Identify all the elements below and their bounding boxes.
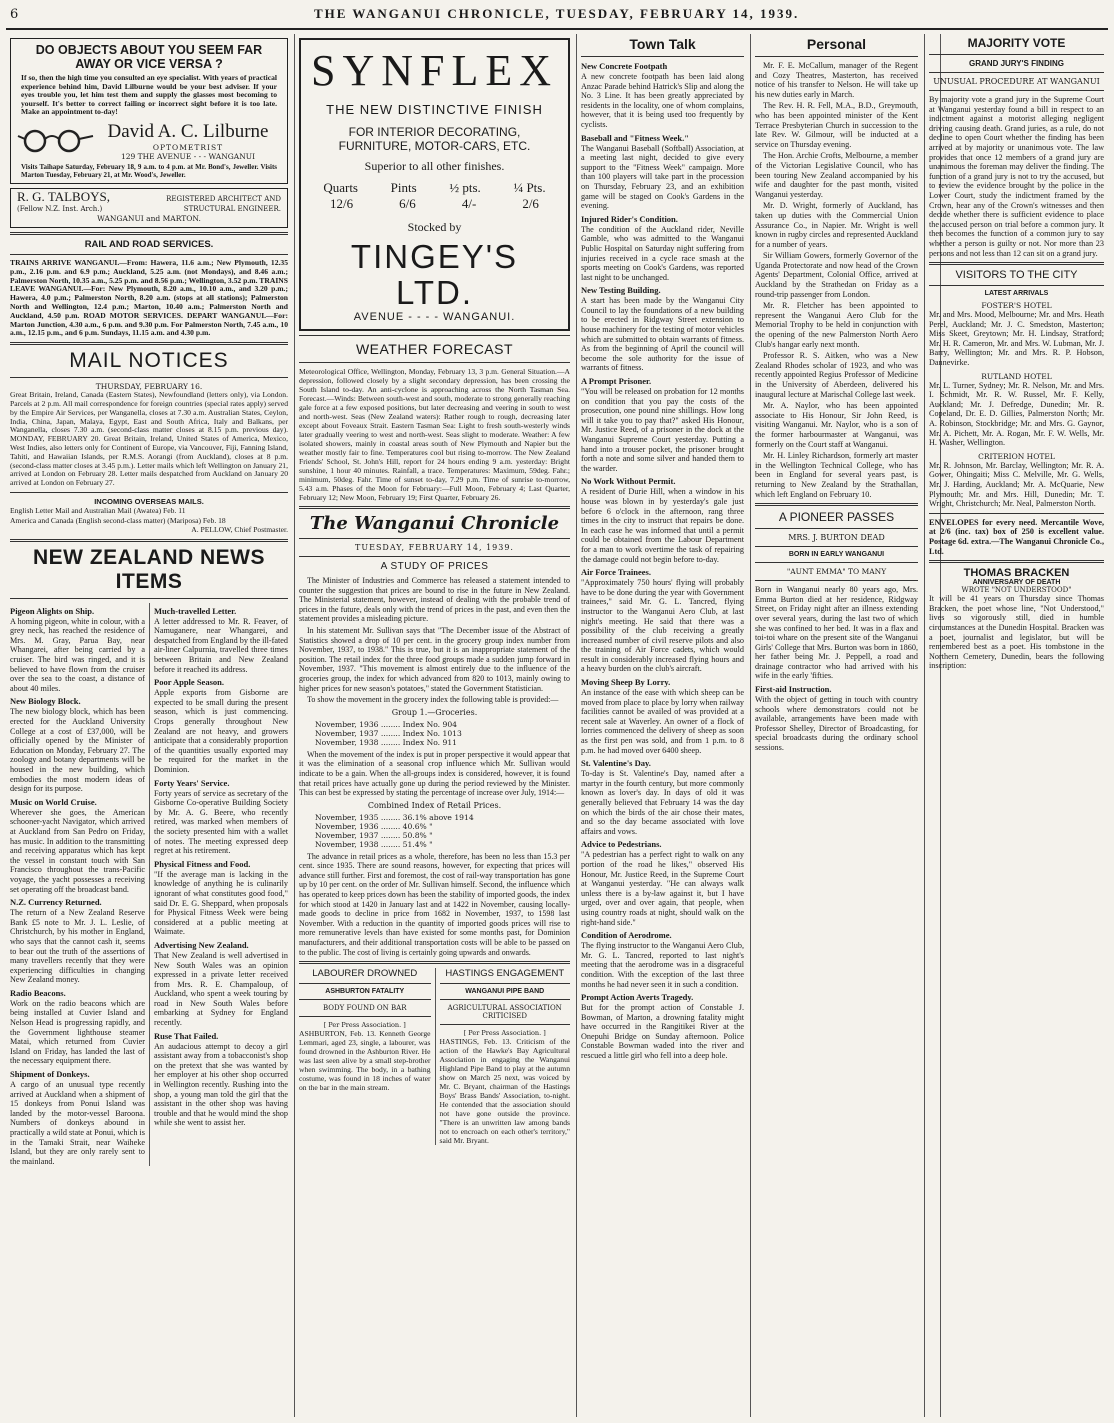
spectacles-icon [17, 128, 95, 154]
personal-item: The Hon. Archie Crofts, Melbourne, a member of the Victorian Legislative Council, who has been touring New Zealand accompanied by his wife and daughter for the past month, visited Wanganui yesterday. [755, 151, 918, 199]
synflex-claim: Superior to all other finishes. [364, 159, 505, 173]
town-talk-item-text: The Wanganui Baseball (Softball) Association, at a meeting last night, decided to give every support to the "Fitness Week" campaign. More than 100 players will take part in the procession on Thursday, February 23, and an exhibition game will be staged on Cook's Gardens in the evening. [581, 143, 744, 211]
synflex-prices [307, 196, 562, 212]
pioneer-sub3: "AUNT EMMA" TO MANY [786, 567, 887, 577]
architect-role2: STRUCTURAL ENGINEER. [183, 204, 281, 213]
labourer-sub: ASHBURTON FATALITY [325, 988, 405, 996]
editorial-paragraph: When the movement of the index is put in proper perspective it would appear that it was the elimination of a seasonal crop influence which Mr. Sullivan would indicate to be a gain. When the all-groups index is considered, however, it is found that retail prices have actually gone up during the period reviewed by the Minister. This can best be expressed by stating the percentage of increase over July, 1914:— [299, 749, 570, 798]
bottom-stories [295, 968, 574, 1145]
mail-date: THURSDAY, FEBRUARY 16. [95, 382, 203, 392]
combined-row: November, 1935 ........ 36.1% above 1914 [315, 812, 474, 822]
news-head: Shipment of Donkeys. [10, 1069, 90, 1080]
synflex-sizes [307, 180, 562, 196]
labourer-heading: LABOURER DROWNED [312, 968, 418, 980]
masthead-title: THE WANGANUI CHRONICLE, TUESDAY, FEBRUARY 14, 1939. [313, 6, 800, 21]
news-head: New Biology Block. [10, 696, 81, 707]
town-talk-item-text: "You will be released on probation for 12 months on condition that you pay the costs of the prosecution, one pound nine shillings. How long will it take you to pay that?" asked His Honour, Mr. Justice Reed, of a prisoner in the dock at the Wanganui Supreme Court yesterday. Putting a hand into a trouser pocket, the prisoner brought forth a note and some silver and handed them to the warder. [581, 387, 744, 473]
newspaper-page [6, 6, 1108, 1417]
hotel3-name: CRITERION HOTEL [978, 451, 1055, 461]
town-talk-item-head: New Concrete Footpath [581, 61, 668, 71]
bracken-sub2: WROTE "NOT UNDERSTOOD" [961, 586, 1072, 595]
nz-news-left [6, 603, 149, 1167]
size-label: ½ pts. [449, 180, 481, 195]
column-1 [6, 34, 292, 1417]
architect-ad [10, 188, 288, 228]
pioneer-body: Born in Wanganui nearly 80 years ago, Mrs. Emma Burton died at her residence, Ridgway Street, on Friday night after an illness extending over several years, during the last two of which she was confined to her bed. It was in a flax and toi-toi whare on the present site of the Wanganui Girls' College that Mrs. Burton was born in 1860, her father being Mr. J. Peppell, a road and drainage contractor who had arrived with his wife in the early 'fifties. [755, 585, 918, 681]
price-label: 2/6 [522, 196, 539, 211]
labourer-body: ASHBURTON, Feb. 13. Kenneth George Lemmari, aged 23, single, a labourer, was found drowned in the Ashburton River. He was last seen alive by a small step-brother when swimming. The body, in a bathing costume, was found in 18 inches of water on the bar in the main stream. [299, 1029, 431, 1093]
town-talk-item-head: Prompt Action Averts Tragedy. [581, 992, 694, 1003]
editorial-paragraph: The advance in retail prices as a whole, therefore, has been no less than 15.3 per cent. since 1935. There are sound reasons, however, for expecting that prices will advance still further. First and foremost, the cost of rail-way transportation has gone up by 10 per cent. on the order of Mr. Sullivan himself. Second, the influence which has operated to keep prices down has been the stability of imported goods, the index for which stood at 1420 in January last and at 1422 in November, causing locally-made goods to decline in price from 1682 in November, 1937, to 1598 last November. With a reduction in the quantity of imported goods prices will rise to more remunerative levels than have existed for some months past, for Dominion manufacturers, and their additional transportation costs will be able to be passed on to the public. The cost of living is certainly going upwards and onwards. [299, 851, 570, 957]
editorial-heading: A STUDY OF PRICES [380, 561, 489, 572]
synflex-use: FOR INTERIOR DECORATING, FURNITURE, MOTOR-CARS, ETC. [338, 125, 531, 153]
news-head: Poor Apple Season. [154, 677, 224, 688]
news-text: A homing pigeon, white in colour, with a grey neck, has reached the residence of Mrs. M. Gray, Parua Bay, near Whangarei, after being carried by a cruiser. The bird was ringed, and it is believed to have flown from the cruiser over the sea to the coast, a distance of about 40 miles. [10, 616, 145, 693]
bracken-section [925, 560, 1108, 671]
synflex-tagline: THE NEW DISTINCTIVE FINISH [326, 102, 543, 117]
news-text: Apple exports from Gisborne are expected to be small during the present season, which is just commencing. Crops generally throughout New Zealand are not heavy, and growers anticipate that a considerably proportion of the quantities usually exported may be required for the market in the Dominion. [154, 688, 288, 774]
hotel2-name: RUTLAND HOTEL [981, 371, 1052, 381]
town-talk-list [577, 61, 748, 1061]
town-talk-item-head: Air Force Trainees. [581, 567, 651, 578]
architect-towns: WANGANUI and MARTON. [97, 213, 201, 223]
stockist-address: AVENUE - - - - WANGANUI. [353, 311, 516, 323]
town-talk-item-text: The condition of the Auckland rider, Neville Gamble, who was admitted to the Wanganui Public Hospital on Saturday night suffering from injuries received in a cycle race smash at the sports meeting on Cook's Gardens, was reported last night to be unchanged. [581, 224, 744, 282]
town-talk-item-head: St. Valentine's Day. [581, 758, 651, 769]
personal-item: The Rev. H. R. Fell, M.A., B.D., Greymouth, who has been appointed minister of the Kent Terrace Presbyterian Church in succession to the late Rev. W. Gilmour, will be inducted at a service on Thursday evening. [755, 101, 918, 149]
hotel1-text: Mr. and Mrs. Mood, Melbourne; Mr. and Mrs. Heath Perel, Auckland; Mr. J. C. Smedston, Masterton; Miss Skeet, Greytown; Mr. H. Lindsay, Stratford; Mr. H. R. Cameron, Mr. and Mrs. W. Lubman, Mr. J. Barry, Wellington; Mr. and Mrs. R. P. Hobson, Dannevirke. [929, 310, 1104, 368]
town-talk-item-head: Baseball and "Fitness Week." [581, 132, 689, 143]
column-3 [576, 34, 748, 1417]
personal-item: Mr. H. Linley Richardson, formerly art master in the Wellington Technical College, who has been in England for several years past, is returning to New Zealand by the Strathallan, which left England on February 10. [755, 451, 918, 499]
news-text: Forty years of service as secretary of the Gisborne Co-operative Building Society by Mr. A. G. Beere, who recently retired, was marked when members of the society presented him with a wallet of notes. The meeting expressed deep regret at his retirement. [154, 788, 288, 856]
news-head: N.Z. Currency Returned. [10, 897, 102, 908]
masthead [6, 6, 1108, 30]
town-talk-item-text: "Approximately 750 hours' flying will probably have to be done during the year with Government trainees," said Mr. G. L. Tancred, flying instructor to the Wanganui Aero Club, at last night's meeting. He said that there was a possibility of the club receiving a greatly increased number of civil reserve pilots and also the training of Air Force cadets, which would result in considerably increased flying hours and a heavy burden on the club's aircraft. [581, 578, 744, 674]
hastings-story [435, 968, 575, 1145]
stockist-name: TINGEY'S LTD. [350, 238, 519, 311]
hastings-heading: HASTINGS ENGAGEMENT [445, 968, 565, 980]
town-talk-item-head: Condition of Aerodrome. [581, 930, 672, 941]
visitors-heading: VISITORS TO THE CITY [955, 269, 1078, 282]
first-aid-head: First-aid Instruction. [755, 684, 832, 695]
paper-name: The Wanganui Chronicle [309, 513, 560, 534]
news-head: Ruse That Failed. [154, 1030, 219, 1041]
rail-heading: RAIL AND ROAD SERVICES. [84, 238, 214, 250]
optometrist-name: David A. C. Lilburne [107, 120, 269, 142]
architect-credential: (Fellow N.Z. Inst. Arch.) [17, 204, 103, 213]
pioneer-heading: A PIONEER PASSES [778, 510, 895, 525]
town-talk-item-text: A start has been made by the Wanganui City Council to lay the foundations of a new building to be erected in Ridgway Street extension to house machinery for the testing of motor vehicles which are submitted to obtain warrants of fitness. As from the beginning of April the council will become the sole authority for the issue of warrants of fitness. [581, 296, 744, 373]
news-text: "If the average man is lacking in the knowledge of anything he is culinarily ignorant of what constitutes good food," said Dr. E. G. Sheppard, when proposals for Physical Fitness Week were being considered at a public meeting at Waimate. [154, 869, 288, 937]
mail-body: Great Britain, Ireland, Canada (Eastern States), Newfoundland (letters only), via London. Parcels at 2 p.m. All mail correspondence for foreign countries (special rates apply) served by the Empire Air Services, per Wanganella, closes at 7.30 a.m. Australian States, Ceylon, India, China, Japan, Malaya, Egypt, East and South Africa, Italy and Balkans, per Wanganella, closes 7.30 a.m. (second-class matter closes at 8.15 p.m. previous day). MONDAY, FEBRUARY 20. Great Britain, Ireland, United States of America, Mexico, West Indies, also letters only for Continent of Europe, via Vancouver, Fiji, Fanning Island, Tahiti, and Hawaiian Islands, per R.M.S. Aorangi (from Auckland), closes at 8 p.m. (second-class matter closes at 3.45 p.m.). Letter mails which left Wellington on January 21, arrived at London on February 28. Letter mails despatched from Auckland on January 20 arrived at London on February 27. [10, 390, 288, 488]
group-row: November, 1938 ........ Index No. 911 [315, 737, 457, 747]
news-text: A letter addressed to Mr. R. Feaver, of Namuganere, near Whangarei, and despatched from England by the ill-fated air-liner Calpurnia, travelled three times between Britain and New Zealand before it reached its address. [154, 616, 288, 674]
editorial-text [295, 576, 574, 705]
news-text: A cargo of an unusual type recently arrived at Auckland when a shipment of 15 donkeys from Ponui Island was landed by the motor-vessel Baroona. Numbers of donkeys abound in practically a wild state at Ponui, which is in the Tamaki Strait, near Waiheke Island, but they are only rarely sent to the mainland. [10, 1080, 145, 1166]
group-row: November, 1937 ........ Index No. 1013 [315, 728, 462, 738]
news-head: Pigeon Alights on Ship. [10, 605, 95, 616]
optometrist-address: 129 THE AVENUE - - - WANGANUI [120, 151, 256, 161]
incoming-2: America and Canada (English second-class matter) (Mariposa) Feb. 18 [10, 515, 226, 525]
bracken-sub: ANNIVERSARY OF DEATH [972, 579, 1061, 587]
town-talk-heading: Town Talk [629, 36, 696, 52]
bracken-heading: THOMAS BRACKEN [963, 567, 1070, 580]
news-text: The return of a New Zealand Reserve Bank £5 note to Mr. J. L. Leslie, of Christchurch, by his mother in England, who says that the cannot cash it, seems to bear out the truth of the assertions of many travellers recently that they were experiencing difficulties in changing New Zealand money. [10, 908, 145, 985]
editorial-paragraph: In his statement Mr. Sullivan says that "The December issue of the Abstract of Statistics showed a drop of 10 per cent. in the grocery group index number from November, 1937, to 1938." This is true, but it is an inappropriate statement of the position. The retail index for the three food groups made a sudden jump forward in November, 1937. "This movement is almost entirely due to the influence of the groceries group, the index for which advanced from 820 to 1013, mainly owing to higher prices for new season's potatoes," stated the Government Statistician. [299, 625, 570, 693]
town-talk-item-text: A new concrete footpath has been laid along Anzac Parade behind Hatrick's Slip and along the No. 3 Line. It has been greatly appreciated by residents in the locality, one of whom complains, however, that it is being used too frequently by cyclists. [581, 72, 744, 129]
price-label: 6/6 [399, 196, 416, 211]
combined-row: November, 1936 ........ 40.6% " [315, 821, 433, 831]
news-head: Physical Fitness and Food. [154, 858, 251, 869]
nz-news-columns [6, 603, 292, 1167]
personal-item: Mr. F. E. McCallum, manager of the Regent and Cozy Theatres, Masterton, has received notice of his transfer to Nelson. He will take up his new duties early in March. [755, 61, 918, 99]
majority-heading: MAJORITY VOTE [967, 36, 1066, 50]
news-head: Radio Beacons. [10, 987, 66, 998]
news-text: An audacious attempt to decoy a girl assistant away from a tobacconist's shop on the pretext that she was wanted by her employer at his other shop occurred in Wellington recently. Rushing into the shop, a young man told the girl that the assistant in the other shop was having trouble and that he would mind the shop while she went to assist her. [154, 1041, 288, 1128]
size-label: Pints [390, 180, 417, 195]
hastings-assoc: [ Per Press Association. ] [463, 1029, 546, 1038]
hotel1-name: FOSTER'S HOTEL [981, 301, 1052, 311]
nz-news-right [149, 603, 292, 1167]
news-text: Work on the radio beacons which are being installed at Cuvier Island and Nelson Head is progressing rapidly, and the Government lighthouse steamer Matai, which returned from Cuvier Island on Friday, has landed the last of the necessary equipment there. [10, 998, 145, 1066]
news-text: Wherever she goes, the American schooner-yacht Navigator, which arrived at Auckland from San Pedro on Friday, has music. In addition to the transmitting and receiving apparatus which has kept the vessel in constant touch with San Francisco throughout the trans-Pacific voyage, the yacht possesses a receiving set operating off the broadcast band. [10, 807, 145, 894]
first-aid-text: With the object of getting in touch with country schools where demonstrators could not be available, arrangements have been made with Professor Shelley, Director of Broadcasting, for special broadcasts during the ordinary school sessions. [755, 695, 918, 753]
personal-item: Professor R. S. Aitken, who was a New Zealand Rhodes scholar of 1923, and who was recently appointed Regius Professor of Medicine in the University of Aberdeen, delivered his inaugural lecture at Marischal College last week. [755, 351, 918, 399]
rail-body: TRAINS ARRIVE WANGANUI.—From: Hawera, 11.6 a.m.; New Plymouth, 12.35 p.m., 2.16 p.m. and 6.9 p.m.; Auckland, 5.25 a.m. (not Mondays), and 8.46 a.m.; Palmerston North, 10.35 a.m., 5.25 p.m. and 8.56 p.m.; Wellington, 3.52 p.m. TRAINS LEAVE WANGANUI.—For: New Plymouth, 8.20 a.m., 10.10 a.m., and 3.20 p.m.; Hawera, 4.0 p.m.; Palmerston North, 8.20 a.m. (stops at all stations); Palmerston North and Wellington, 12.4 p.m.; Marton, 10.40 a.m.; Palmerston North and Auckland, 4.50 p.m. ROAD MOTOR SERVICES. DEPART WANGANUI.—For: Marton Junction, 4.30 a.m., 6 p.m. and 9.30 p.m. For Palmerston North, 7.45 a.m., 10 a.m., 12.15 p.m., and 6 p.m. Sundays, 11.15 a.m. and 4.30 p.m. [10, 257, 288, 338]
town-talk-item-head: New Testing Building. [581, 285, 661, 296]
weather-heading: WEATHER FORECAST [355, 341, 514, 357]
hastings-body: HASTINGS, Feb. 13. Criticism of the action of the Hawke's Bay Agricultural Association in engaging the Wanganui Highland Pipe Band to play at the autumn show on March 25 next, was voiced by Mr. C. Bryant, chairman of the Hastings Boys' Brass Bands' Association, to-night. He contended that the association should not have gone outside the province. "There is an unwritten law among bands not to encroach on each other's territory," said Mr. Bryant. [439, 1037, 570, 1146]
personal-heading: Personal [806, 36, 867, 52]
news-text: The new biology block, which has been erected for the Auckland University College at a cost of £37,000, will be officially opened by the Minister of Education on Monday, February 27. The zoology and botany departments will be housed in the new building, which embodies the most modern ideas of design for its purpose. [10, 707, 145, 794]
town-talk-item-head: Moving Sheep By Lorry. [581, 677, 671, 688]
group-heading: Group 1.—Groceries. [391, 707, 478, 717]
town-talk-item-head: Advice to Pedestrians. [581, 839, 662, 850]
personal-list [751, 61, 922, 499]
hotel2-text: Mr. L. Turner, Sydney; Mr. R. Nelson, Mr. and Mrs. I. Schmidt, Mr. R. W. Russel, Mr. F. Kelly, Auckland; Mr. J. Defredge, Dunedin; Mr. R. Copeland, Dr. E. D. Gillies, Palmerston North; Mr. A. Robinson, Stockbridge; Mr. and Mrs. G. Gaynor, Mr. A. Pichett, Mr. A. Rogan, Mr. F. W. Wells, Mr. H. Washer, Wellington. [929, 380, 1104, 448]
personal-item: Mr. A. Naylor, who has been appointed associate to His Honour, Sir John Reed, is visiting Wanganui. Mr. Naylor, who is a son of the former harbourmaster at Wanganui, was formerly on the Court staff at Wanganui. [755, 401, 918, 449]
page-number: 6 [10, 7, 20, 22]
town-talk-item-text: "A pedestrian has a perfect right to walk on any portion of the road he likes," observed His Honour, Mr. Justice Reed, in the Supreme Court at Wanganui yesterday. "He can always walk unless there is a by-law against it, but I have urged, over and over again, that people, when using country roads at night, should walk on the right-hand side." [581, 850, 744, 927]
majority-body: By majority vote a grand jury in the Supreme Court at Wanganui yesterday found a bill in respect to an indictment against a motorist alleging negligent driving causing death. Grand juries, as a rule, do not decline to open Court whether the finding has been arrived at by majority or unanimous vote. The law provides that once 12 members of a grand jury are unanimous the foreman may deliver the finding. The function of a grand jury is not to try the accused, but to review the evidence brought by the police in the Lower Court, study the indictment framed by the Crown, hear any of the Crown's witnesses and then decide whether there is sufficient evidence to place the accused person on trial before a common jury. It then becomes the function of a common jury to say whether a person is guilty or not. Nor more than 23 persons and not less than 12 can sit on a grand jury. [929, 95, 1104, 258]
personal-item: Mr. R. Fletcher has been appointed to represent the Wanganui Aero Club for the Memorial Trophy to be held in conjunction with the opening of the new Palmerston North Aero Club's hangar early next month. [755, 301, 918, 349]
column-2 [294, 34, 574, 1417]
incoming-1: English Letter Mail and Australian Mail (Awatea) Feb. 11 [10, 505, 186, 515]
group-table [295, 720, 574, 747]
editorial-paragraph: To show the movement in the grocery index the following table is provided:— [307, 695, 559, 705]
synflex-stocked: Stocked by [407, 220, 462, 234]
mail-signature: A. PELLOW, Chief Postmaster. [191, 525, 288, 535]
column-4 [750, 34, 922, 1417]
optometrist-visits: Visits Taihape Saturday, February 18, 9 a.m. to 4 p.m. at Mr. Bond's, Jeweller. Visits Marton Tuesday, February 21, at Mr. Wood's, Jeweller. [21, 162, 277, 179]
personal-item: Mr. D. Wright, formerly of Auckland, has taken up duties with the Commercial Union Assurance Co., in Napier. Mr. Wright is well known in rugby circles and represented Auckland for a number of years. [755, 201, 918, 249]
labourer-story [295, 968, 435, 1145]
size-label: Quarts [323, 180, 358, 195]
news-head: Advertising New Zealand. [154, 939, 249, 950]
town-talk-item-text: The flying instructor to the Wanganui Aero Club, Mr. G. L. Tancred, reported to last night's meeting that the aerodrome was in a disgraceful condition. With the exception of the last three months he had never seen it in such a condition. [581, 941, 744, 989]
pioneer-sub: MRS. J. BURTON DEAD [788, 533, 885, 543]
price-label: 4/- [461, 196, 477, 211]
optometrist-body: If so, then the high time you consulted an eye specialist. With years of practical experience behind him, David Lilburne would be your best adviser. If your eyes trouble you, let him test them and supply the glasses most becoming to yourself. It's better to correct failing or incorrect sight before it is too late. Make an appointment to-day! [21, 73, 277, 117]
combined-row: November, 1938 ........ 51.4% " [315, 839, 433, 849]
synflex-brand: SYNFLEX [310, 46, 559, 95]
labourer-sub2: BODY FOUND ON BAR [323, 1004, 407, 1013]
envelopes-ad: ENVELOPES for every need. Mercantile Wove, at 2/6 (inc. tax) box of 250 is excellent value. Postage 6d. extra.—The Wanganui Chronicle Co., Ltd. [929, 517, 1104, 556]
news-head: Music on World Cruise. [10, 796, 97, 807]
majority-sub: GRAND JURY'S FINDING [969, 59, 1064, 68]
news-head: Much-travelled Letter. [154, 605, 237, 616]
combined-heading: Combined Index of Retail Prices. [367, 800, 502, 810]
incoming-heading: INCOMING OVERSEAS MAILS. [94, 496, 204, 506]
optometrist-ad [10, 38, 288, 184]
town-talk-item-text: But for the prompt action of Constable J. Bowman, of Marton, a drowning fatality might have occurred in the Rangitikei River at the Onepuhi Bridge on Sunday afternoon. Police Constable Bowman waded into the river and rescued a little girl who fell into a deep hole. [581, 1003, 744, 1061]
size-label: ¼ Pts. [513, 180, 546, 195]
town-talk-item-text: An instance of the ease with which sheep can be moved from place to place by lorry when railway facilities cannot be availed of was provided at a recent sale at Waverley. An owner of a flock of lorries commenced the delivery of sheep as soon as the first pen was sold, and from 1 p.m. to 8 p.m. he had moved over 6400 sheep. [581, 688, 744, 755]
architect-name: R. G. TALBOYS, [17, 188, 110, 204]
labourer-assoc: [ Per Press Association. ] [323, 1021, 406, 1030]
hotel3-text: Mr. R. Johnson, Mr. Barclay, Wellington; Mr. R. A. Gower, Ohingaiti; Miss C. Melville, Mr. G. Wells, Mr. J. Harding, Auckland; Mr. A. McQuarie, New Plymouth; Mr. and Mrs. Hill, Dunedin; Mr. T. Wright, Christchurch; Mr. Neal, Palmerston North. [929, 460, 1104, 509]
optometrist-headline: DO OBJECTS ABOUT YOU SEEM FAR AWAY OR VICE VERSA ? [35, 43, 263, 71]
combined-table [295, 813, 574, 849]
majority-sub2: UNUSUAL PROCEDURE AT WANGANUI [933, 77, 1100, 86]
visitors-sub: LATEST ARRIVALS [984, 290, 1049, 298]
town-talk-item-text: To-day is St. Valentine's Day, named after a martyr in the fourth century, but more commonly known as lover's day. In days of old it was generally believed that February 14 was the day on which the birds of the air chose their mates, and so the day became associated with love affairs and vows. [581, 769, 744, 836]
town-talk-item-head: Injured Rider's Condition. [581, 213, 678, 224]
combined-row: November, 1937 ........ 50.8% " [315, 830, 433, 840]
news-text: That New Zealand is well advertised in New South Wales was an opinion expressed in a private letter received from Mrs. R. E. Champaloup, of Auckland, who spent a week touring by road in New South Wales before embarking at Sydney for England recently. [154, 950, 288, 1028]
column-5 [924, 34, 1108, 1417]
town-talk-item-text: A resident of Durie Hill, when a window in his house was blown in by yesterday's gale just before 6 o'clock in the afternoon, rang three times in the city to instruct that repairs be done. In each case he was informed that until a permit could be obtained from the Labour Department for a man to work overtime the task of repairing the damage could not begin before to-day. [581, 487, 744, 564]
news-head: Forty Years' Service. [154, 777, 230, 788]
optometrist-title: OPTOMETRIST [152, 142, 224, 152]
mail-heading: MAIL NOTICES [69, 349, 229, 373]
editorial-date: TUESDAY, FEBRUARY 14, 1939. [355, 543, 514, 552]
town-talk-item-head: A Prompt Prisoner. [581, 376, 652, 387]
hastings-sub: WANGANUI PIPE BAND [465, 988, 545, 996]
synflex-ad [299, 38, 570, 331]
personal-item: Sir William Gowers, formerly Governor of the Uganda Protectorate and now head of the Crown Agents' Department, Colonial Office, arrived at Auckland by the Strathedan on Friday as a round-trip passenger from London. [755, 251, 918, 299]
editorial-paragraph: The Minister of Industries and Commerce has released a statement intended to counter the suggestion that prices are bound to rise in the future in New Zealand. The Ministerial statement, however, instead of dealing with the probable trend of prices in the future, deals only with the trend of prices in the past, and even then the statement provides a misleading picture. [299, 576, 570, 624]
hastings-sub2: AGRICULTURAL ASSOCIATION CRITICISED [447, 1004, 562, 1021]
architect-role1: REGISTERED ARCHITECT AND [166, 194, 281, 203]
weather-body: Meteorological Office, Wellington, Monday, February 13, 3 p.m. General Situation.—A depression, followed closely by a slight secondary depression, has been crossing the South Island to-day. An anti-cyclone is approaching across the North Tasman Sea. Forecast.—Winds: Between south-west and south, moderate to strong generally reaching gale force at a few exposed positions, but later decreasing and veering in south to west and north-west. Seas (New Zealand waters): Rather rough to rough, decreasing later except about Foveaux Strait. Eastern Tasman Sea: Light to fresh south-westerly winds later gradually veering to west and north-west. Seas slight to moderate. Weather: A few isolated showers, mainly in coastal areas south of New Plymouth and Napier but the weather mostly fair to fine. Temperatures cool but rising to-morrow. The New Zealand Friends' School, St. John's Hill, report for 24 hours ending 9 a.m. yesterday: Bright sunshine, 1 hour 40 minutes. Rainfall, a trace. Temperatures: Maximum, 59deg. Fahr.; minimum, 50deg. Fahr. Time of sunset to-day, 7.29 p.m. Time of sunrise to-morrow, 5.43 a.m. Phases of the Moon for February:—Full Moon, February 4; Last Quarter, February 12; New Moon, February 19; First Quarter, February 26. [299, 367, 570, 502]
price-label: 12/6 [330, 196, 354, 211]
group-row: November, 1936 ........ Index No. 904 [315, 719, 457, 729]
pioneer-sub2: BORN IN EARLY WANGANUI [788, 551, 885, 559]
bracken-p1: It will be 41 years on Thursday since Thomas Bracken, the poet whose line, "Not Understood," lives so vigorously still, died in humble circumstances at the Dunedin Hospital. Bracken was a poet, journalist and legislator, but will be remembered best as a poet. His tombstone in the Northern Cemetery, Dunedin, bears the following inscription: [929, 594, 1104, 671]
town-talk-item-head: No Work Without Permit. [581, 476, 676, 487]
nz-news-heading: NEW ZEALAND NEWS ITEMS [33, 545, 265, 593]
